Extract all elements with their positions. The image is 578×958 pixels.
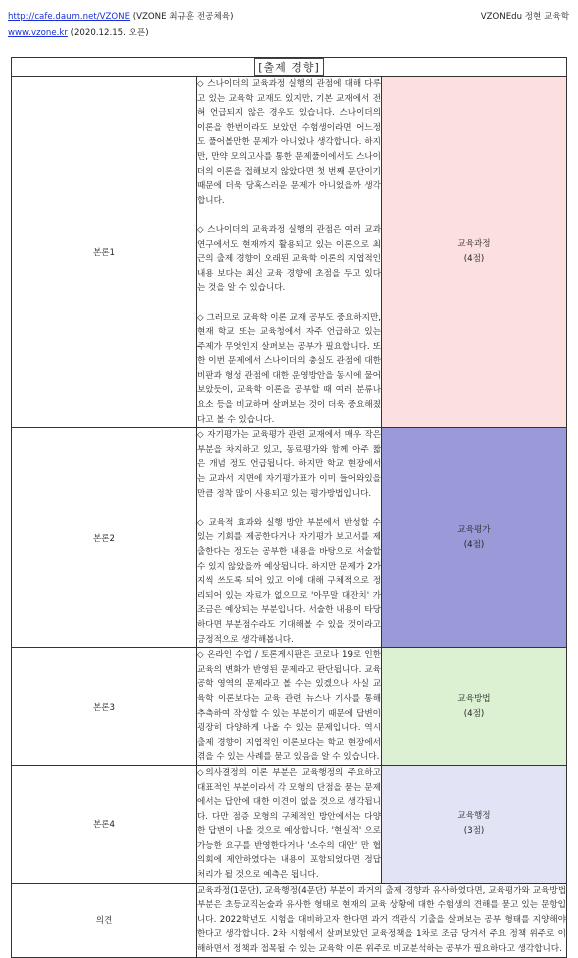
category-cell	[382, 648, 567, 766]
cafe-link[interactable]: http://cafe.daum.net/VZONE	[8, 12, 131, 22]
section-label: 본론3	[12, 648, 197, 766]
section-content	[197, 648, 382, 766]
section-paragraph: ◇의사결정의 이론 부분은 교육행정의 주요하고 대표적인 부분이라서 각 모형의 단점을 묻는 문제에서는 답안에 대한 이견이 없을 것으로 생각됩니다. 다만 점증 모형의 구체적인 방안에서는 다양한 답변이 나올 것으로 예상합니다. '현실적' 으로 가능한 요구를 반영한다거나 '소수의 대안' 만 협의회에 제안하였다는 내용이 포함되었다면 정답처리가 될 것으로 예측은 됩니다.	[197, 767, 381, 881]
section-content	[197, 765, 382, 883]
section-paragraph: ◇ 스나이더의 교육과정 실행의 관점은 여러 교과 연구에서도 현재까지 활용되고 있는 이론으로 최근의 출제 경향이 오래된 교육학 이론의 지엽적인 내용 보다는 최신 교육 경향에 초점을 두고 있다는 것을 알 수 있습니다.	[197, 224, 381, 294]
section-paragraph: ◇ 온라인 수업 / 토론게시판은 코로나 19로 인한 교육의 변화가 반영된 문제라고 판단됩니다. 교육공학 영역의 문제라고 볼 수는 있겠으나 사실 교육학 이론보다는 교육 관련 뉴스나 기사를 통해 추측하여 작성할 수 있는 부분이기 때문에 답변이 굉장히 다양하게 나올 수 있는 문제입니다. 역시 출제 경향이 지엽적인 이론보다는 학교 현장에서 겪을 수 있는 사례를 묻고 있음을 알 수 있습니다.	[197, 650, 381, 763]
table-body	[12, 58, 567, 958]
category-cell	[382, 77, 567, 428]
opinion-row	[12, 883, 567, 957]
category-points: (4점)	[463, 708, 485, 719]
header-line-2	[8, 26, 149, 38]
opinion-label: 의견	[12, 883, 197, 957]
section-row	[12, 77, 567, 428]
header-line-1	[8, 10, 233, 22]
section-paragraph: ◇ 스나이더의 교육과정 실행의 관점에 대해 다루고 있는 교육학 교재도 있지만, 기본 교재에서 전혀 언급되지 않은 경우도 있습니다. 스나이더의 이론을 한번이라도 보았던 수험생이라면 어느정도 풀어볼만한 문제가 아니었나 생각합니다. 하지만, 만약 모의고사를 통한 문제풀이에서도 스나이더의 이론을 접해보지 않았다면 첫 번째 문단이기 때문에 더욱 당혹스러운 문제가 아니었을까 생각합니다.	[197, 79, 381, 206]
table-title: [출제 경향]	[254, 58, 324, 76]
category-points: (4점)	[463, 539, 485, 550]
section-label: 본론1	[12, 77, 197, 428]
section-paragraph: ◇ 자기평가는 교육평가 관련 교재에서 매우 작은 부분을 차지하고 있고, 동료평가와 함께 아주 짧은 개념 정도 언급됩니다. 하지만 학교 현장에서는 교과서 지면에 자기평가표가 이미 들어와있을만큼 정착 많이 사용되고 있는 평가방법입니다.	[197, 430, 381, 499]
section-row	[12, 428, 567, 648]
site-link[interactable]: www.vzone.kr	[8, 28, 68, 38]
section-paragraph: ◇ 교육적 효과와 실행 방안 부분에서 반성할 수 있는 기회를 제공한다거나 자기평가 보고서를 제출한다는 정도는 공부한 내용을 바탕으로 서술할 수 있지 않았을까 예상됩니다. 하지만 문제가 2가지씩 쓰도록 되어 있고 이에 대해 구체적으로 정리되어 있는 자료가 없으므로 '아무말 대잔치' 가 조금은 예상되는 부분입니다. 서술한 내용이 타당하다면 부분점수라도 기대해볼 수 있을 것이라고 긍정적으로 생각해봅니다.	[197, 517, 381, 645]
category-cell	[382, 765, 567, 883]
exam-trend-table	[11, 57, 567, 958]
section-row	[12, 765, 567, 883]
category-name: 교육방법	[457, 693, 491, 704]
section-label: 본론2	[12, 428, 197, 648]
section-label: 본론4	[12, 765, 197, 883]
category-cell	[382, 428, 567, 648]
title-row	[12, 58, 567, 77]
category-name: 교육과정	[457, 239, 491, 250]
cafe-desc: (VZONE 최규훈 전공체육)	[132, 12, 234, 22]
page-header	[0, 0, 578, 40]
section-content	[197, 77, 382, 428]
category-name: 교육평가	[457, 524, 491, 535]
opinion-text: 교육과정(1문단), 교육행정(4문단) 부분이 과거의 출제 경향과 유사하였다면, 교육평가와 교육방법 부분은 초등교직논술과 유사한 형태로 현재의 교육 상황에 대한 수험생의 견해를 묻고 있는 문항입니다. 2022학년도 시험을 대비하고자 한다면 과거 객관식 기출을 살펴보는 공부 형태를 지양해야 한다고 생각합니다. 2차 시험에서 살펴보았던 교육정책을 1차로 조금 당겨서 주요 정책 위주로 이해하면서 정책과 접목될 수 있는 교육학 이론 위주로 비교분석하는 공부가 필요하다고 생각합니다.	[197, 885, 566, 955]
opinion-content	[197, 883, 567, 957]
section-paragraph: ◇ 그러므로 교육학 이론 교재 공부도 중요하지만, 현재 학교 또는 교육청에서 자주 언급하고 있는 주제가 무엇인지 살펴보는 공부가 필요합니다. 또한 이번 문제에서 스나이더의 충실도 관점에 대한 비판과 형성 관점에 대한 운영방안을 동시에 물어보았듯이, 교육학 이론을 공부할 때 여러 분류나 요소 등을 비교하며 살펴보는 것이 더욱 중요해졌다고 볼 수 있습니다.	[197, 312, 381, 425]
section-content	[197, 428, 382, 648]
category-points: (4점)	[463, 254, 485, 265]
category-name: 교육행정	[457, 811, 491, 822]
site-date: (2020.12.15. 오픈)	[70, 28, 149, 38]
section-row	[12, 648, 567, 766]
title-cell	[12, 58, 567, 77]
category-points: (3점)	[463, 826, 485, 837]
brand-label: VZONEdu 정현 교육학	[480, 12, 569, 22]
